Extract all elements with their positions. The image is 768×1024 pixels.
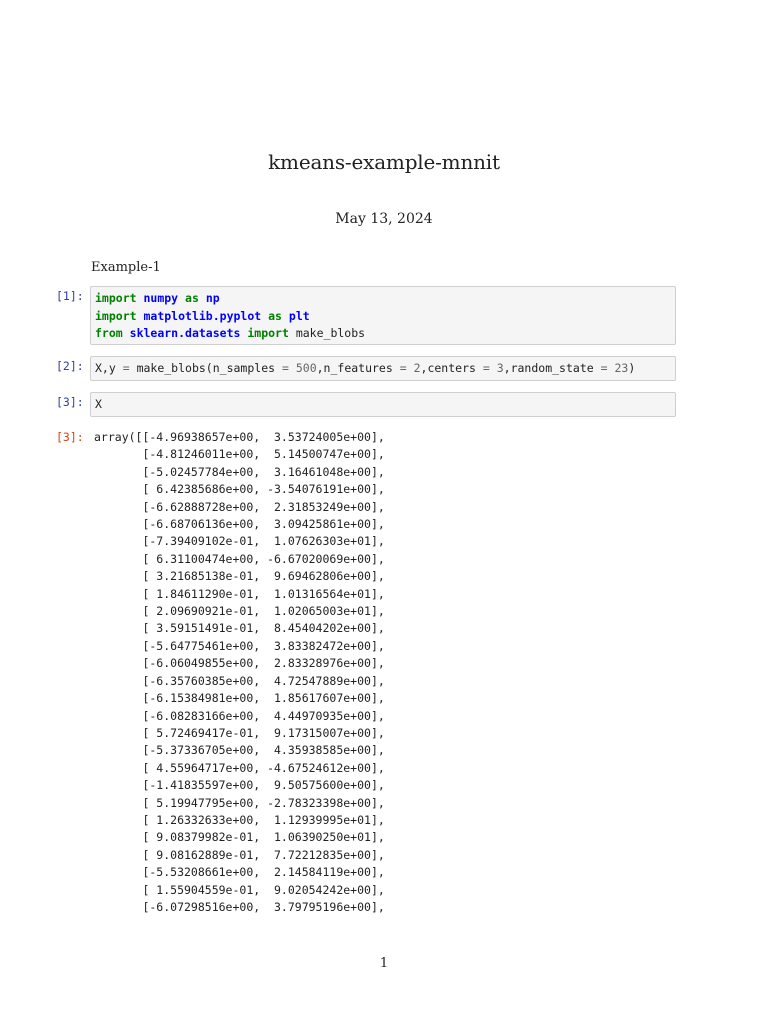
output-line: [ 5.72469417e-01, 9.17315007e+00], xyxy=(94,725,385,740)
code-line xyxy=(95,325,671,343)
code-token: from xyxy=(95,326,123,340)
output-line: [ 1.26332633e+00, 1.12939995e+01], xyxy=(94,812,385,827)
code-token: as xyxy=(185,291,199,305)
code-line xyxy=(95,360,671,378)
code-token: ,n_features xyxy=(316,361,400,375)
output-line: [ 3.59151491e-01, 8.45404202e+00], xyxy=(94,621,385,636)
output-line: [-4.81246011e+00, 5.14500747e+00], xyxy=(94,447,385,462)
code-token: = xyxy=(600,361,608,375)
code-token: import xyxy=(95,291,137,305)
code-token: = xyxy=(281,361,289,375)
code-token xyxy=(178,291,185,305)
output-line: [ 1.84611290e-01, 1.01316564e+01], xyxy=(94,586,385,601)
output-line: [-7.39409102e-01, 1.07626303e+01], xyxy=(94,534,385,549)
code-token xyxy=(199,291,206,305)
code-token: 500 xyxy=(295,361,317,375)
code-token: import xyxy=(247,326,289,340)
output-line: [-6.68706136e+00, 3.09425861e+00], xyxy=(94,517,385,532)
cell-3-output xyxy=(94,429,385,916)
code-token: as xyxy=(268,308,282,323)
code-token xyxy=(282,309,289,323)
output-line: [-5.64775461e+00, 3.83382472e+00], xyxy=(94,638,385,653)
cell-1-input[interactable] xyxy=(90,286,676,345)
output-line: [-6.62888728e+00, 2.31853249e+00], xyxy=(94,499,385,514)
code-token: numpy xyxy=(143,291,179,305)
code-token: plt xyxy=(288,308,310,323)
output-prompt: [3]: xyxy=(56,430,84,444)
code-token: = xyxy=(482,361,490,375)
output-line: [ 6.31100474e+00, -6.67020069e+00], xyxy=(94,551,385,566)
cell-1-prompt: [1]: xyxy=(56,289,84,303)
output-line: [-1.41835597e+00, 9.50575600e+00], xyxy=(94,778,385,793)
code-token: make_blobs(n_samples xyxy=(129,361,282,375)
code-token: 3 xyxy=(496,361,504,375)
code-token: = xyxy=(122,361,130,375)
output-line: [ 1.55904559e-01, 9.02054242e+00], xyxy=(94,882,385,897)
output-line: [-6.06049855e+00, 2.83328976e+00], xyxy=(94,656,385,671)
document-date: May 13, 2024 xyxy=(335,211,433,227)
code-token: ,centers xyxy=(420,361,483,375)
cell-3-prompt: [3]: xyxy=(56,395,84,409)
code-token: 2 xyxy=(413,361,421,375)
output-line: [-5.53208661e+00, 2.14584119e+00], xyxy=(94,865,385,880)
code-token: import xyxy=(95,308,137,323)
code-token xyxy=(289,361,296,375)
code-token xyxy=(123,326,130,340)
code-token: make_blobs xyxy=(288,326,366,340)
document-title: kmeans-example-mnnit xyxy=(268,150,500,174)
output-line: [ 9.08379982e-01, 1.06390250e+01], xyxy=(94,830,385,845)
code-token: = xyxy=(399,361,407,375)
output-line: [-6.07298516e+00, 3.79795196e+00], xyxy=(94,899,385,914)
code-token: X,y xyxy=(95,361,123,375)
output-line: [-5.37336705e+00, 4.35938585e+00], xyxy=(94,743,385,758)
code-token: matplotlib.pyplot xyxy=(143,308,262,323)
output-line: [-6.08283166e+00, 4.44970935e+00], xyxy=(94,708,385,723)
output-line: [ 9.08162889e-01, 7.72212835e+00], xyxy=(94,847,385,862)
page-number: 1 xyxy=(379,956,389,971)
code-token: ,random_state xyxy=(503,361,601,375)
cell-2-input[interactable] xyxy=(90,356,676,381)
code-token: np xyxy=(205,291,220,305)
output-line: [ 4.55964717e+00, -4.67524612e+00], xyxy=(94,760,385,775)
code-token: ) xyxy=(628,361,636,375)
output-line: [ 6.42385686e+00, -3.54076191e+00], xyxy=(94,482,385,497)
code-token: sklearn.datasets xyxy=(129,326,241,340)
output-line: array([[-4.96938657e+00, 3.53724005e+00], xyxy=(94,430,385,444)
output-line: [-6.15384981e+00, 1.85617607e+00], xyxy=(94,691,385,706)
code-line xyxy=(95,308,671,326)
code-token: X xyxy=(95,397,102,411)
cell-2-prompt: [2]: xyxy=(56,359,84,373)
output-line: [ 5.19947795e+00, -2.78323398e+00], xyxy=(94,795,385,810)
output-line: [-6.35760385e+00, 4.72547889e+00], xyxy=(94,673,385,688)
output-line: [-5.02457784e+00, 3.16461048e+00], xyxy=(94,464,385,479)
cell-3-input[interactable] xyxy=(90,392,676,417)
code-token xyxy=(407,361,414,375)
code-token: 23 xyxy=(614,361,629,375)
code-line xyxy=(95,290,671,308)
output-line: [ 2.09690921e-01, 1.02065003e+01], xyxy=(94,604,385,619)
markdown-cell-text: Example-1 xyxy=(91,260,161,275)
output-line: [ 3.21685138e-01, 9.69462806e+00], xyxy=(94,569,385,584)
code-line xyxy=(95,396,671,414)
code-token xyxy=(490,361,497,375)
